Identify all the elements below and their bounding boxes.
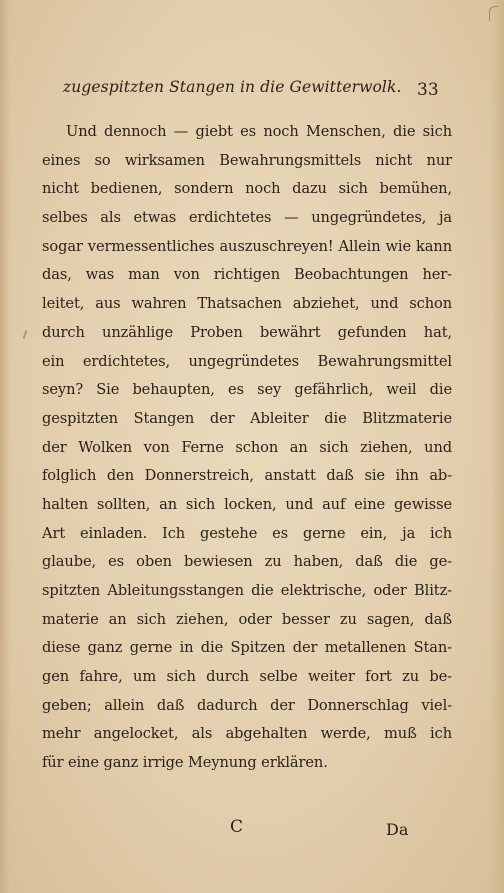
text-line: Art einladen. Ich gestehe es gerne ein, ja ich	[42, 524, 452, 542]
text-line: gen fahre, um sich durch selbe weiter fort zu be-	[42, 668, 452, 686]
text-line: glaube, es oben bewiesen zu haben, daß die ge-	[42, 553, 452, 571]
text-line: mehr angelocket, als abgehalten werde, muß ich	[42, 725, 452, 743]
text-line: Und dennoch — giebt es noch Menschen, die sich	[66, 123, 452, 140]
text-line: materie an sich ziehen, oder besser zu sagen, daß	[42, 610, 452, 628]
text-line: ein erdichtetes, ungegründetes Bewahrungsmittel	[42, 352, 452, 370]
text-line: durch unzählige Proben bewährt gefunden hat,	[42, 323, 452, 341]
page-edge-shadow	[490, 0, 504, 893]
text-line: eines so wirksamen Bewahrungsmittels nicht nur	[42, 151, 452, 169]
page-gutter-shadow	[0, 0, 10, 893]
text-line: leitet, aus wahren Thatsachen abziehet, und schon	[42, 295, 452, 313]
text-line: halten sollten, an sich locken, und auf eine gewisse	[42, 495, 452, 513]
body-text	[42, 118, 452, 778]
text-line: das, was man von richtigen Beobachtungen her-	[42, 266, 452, 284]
signature-mark: C	[230, 817, 244, 837]
text-line: nicht bedienen, sondern noch dazu sich bemühen,	[42, 180, 452, 198]
page-corner-curl	[489, 6, 498, 21]
text-line: der Wolken von Ferne schon an sich ziehen, und	[42, 438, 452, 456]
text-line: geben; allein daß dadurch der Donnerschlag viel-	[42, 696, 452, 714]
text-line: spitzten Ableitungsstangen die elektrische, oder Blitz-	[42, 582, 452, 599]
text-line: diese ganz gerne in die Spitzen der metallenen Stan-	[42, 639, 452, 657]
text-line: selbes als etwas erdichtetes — ungegründetes, ja	[42, 209, 452, 227]
page-number: 33	[417, 80, 439, 100]
text-line: sogar vermessentliches auszuschreyen! Allein wie kann	[42, 237, 452, 255]
text-line: seyn? Sie behaupten, es sey gefährlich, weil die	[42, 381, 452, 399]
text-line: folglich den Donnerstreich, anstatt daß sie ihn ab-	[42, 467, 452, 485]
running-head: zugespitzten Stangen in die Gewitterwolk.	[63, 78, 402, 96]
text-line: gespitzten Stangen der Ableiter die Blitzmaterie	[42, 409, 452, 427]
catchword: Da	[386, 820, 409, 839]
text-line: für eine ganz irrige Meynung erklären.	[42, 754, 328, 772]
margin-speck	[23, 330, 28, 339]
